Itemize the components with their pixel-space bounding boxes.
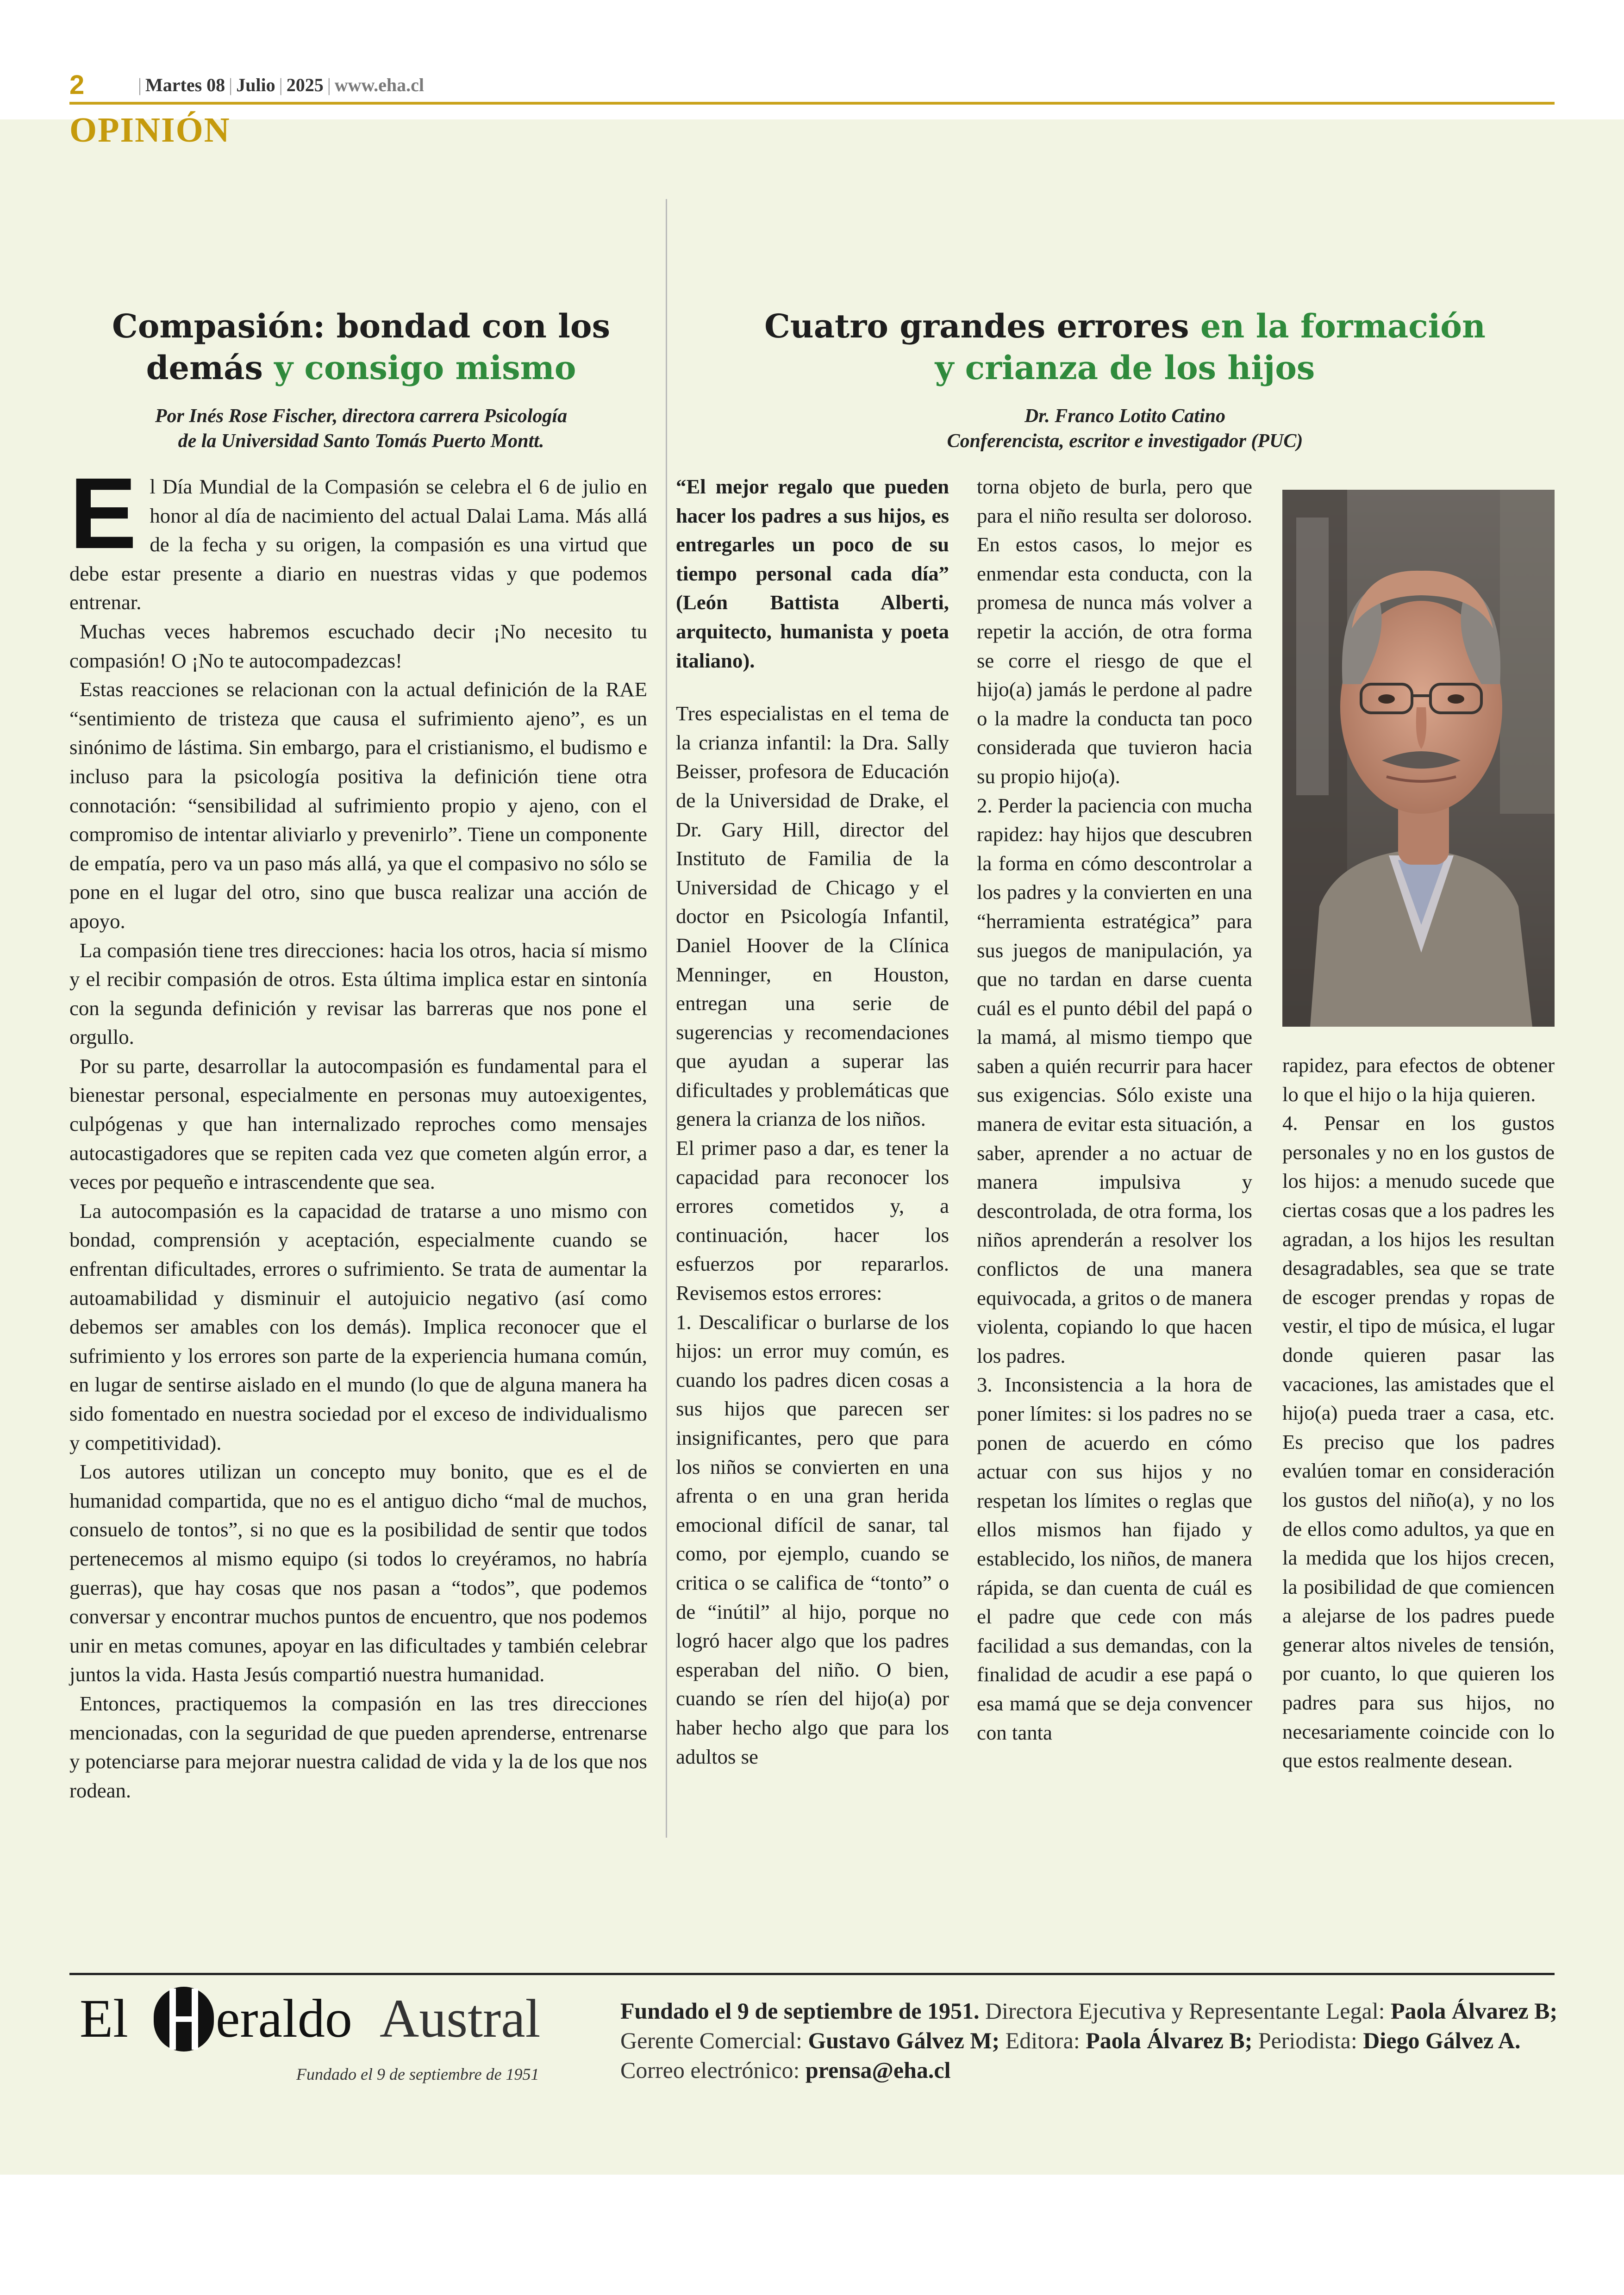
drop-cap: E — [69, 457, 137, 570]
right-article-column-1 — [676, 472, 949, 1771]
email-link[interactable]: prensa@eha.cl — [805, 2057, 951, 2083]
issue-date-bar: | Martes 08 | Julio | 2025 | www.eha.cl — [138, 75, 425, 95]
journalist-role: Periodista: — [1258, 2027, 1357, 2053]
column-divider — [666, 199, 667, 1838]
pull-quote: “El mejor regalo que pueden hacer los padres a sus hijos, es entregarles un poco de su tiempo personal cada día” (León Battista Alberti, arquitecto, humanista y poeta italiano). — [676, 475, 949, 672]
right-title-main: Cuatro grandes errores — [764, 307, 1189, 345]
paragraph: l Día Mundial de la Compasión se celebra el 6 de julio en honor al día de nacimiento del actual Dalai Lama. Más allá de la fecha y su origen, la compasión es una virtud que debe estar presente a diario en nuestras vidas y que podemos entrenar. — [69, 475, 647, 614]
paragraph: Muchas veces habremos escuchado decir ¡No necesito tu compasión! O ¡No te autocompadezcas! — [69, 619, 647, 672]
journalist-name: Diego Gálvez A. — [1363, 2027, 1521, 2053]
paragraph: 3. Inconsistencia a la hora de poner límites: si los padres no se ponen de acuerdo en cómo actuar con sus hijos y no respetan los límites o reglas que ellos mismos han fijado y establecido, los niños, de manera rápida, se dan cuenta de cuál es el padre que cede con más facilidad a sus demandas, con la finalidad de acudir a ese papá o esa mamá que se deja convencer con tanta — [977, 1373, 1252, 1744]
left-article-byline — [83, 404, 639, 454]
email-label: Correo electrónico: — [620, 2057, 800, 2083]
paragraph: La autocompasión es la capacidad de tratarse a uno mismo con bondad, comprensión y aceptación, especialmente cuando se enfrentan dificultades, errores o sufrimiento. Se trata de aumentar la autoamabilidad y disminuir el autojuicio negativo (así como debemos ser amables con los demás). Implica reconocer que el sufrimiento y los errores son parte de la experiencia humana común, en lugar de sentirse aislado en el mundo (lo que de alguna manera ha sido fomentado en nuestra sociedad por el exceso de individualismo y competitividad). — [69, 1199, 647, 1454]
paragraph: 4. Pensar en los gustos personales y no en los gustos de los hijos: a menudo sucede que ciertas cosas que a los padres les agradan, a los hijos les resultan desagradables, sea que se trate de escoger prendas y ropas de vestir, el tipo de música, el lugar donde quieren pasar las vacaciones, las amistades que el hijo(a) pueda traer a casa, etc. Es preciso que los padres evalúen tomar en consideración los gustos del niño(a), y no los de ellos como adultos, ya que en la medida que los hijos crecen, la posibilidad de que comiencen a alejarse de los padres puede generar altos niveles de tensión, por cuanto, lo que quieren los padres para sus hijos, no necesariamente coincide con lo que estos realmente desean. — [1282, 1111, 1555, 1772]
right-title-accent-1: en la formación — [1200, 307, 1486, 345]
manager-name: Gustavo Gálvez M; — [808, 2027, 1000, 2053]
director-role: Directora Ejecutiva y Representante Legal: — [985, 1998, 1385, 2024]
paragraph: Por su parte, desarrollar la autocompasión es fundamental para el bienestar personal, especialmente en personas muy autoexigentes, culpógenas y que han internalizado reproches como mensajes autocastigadores que se repiten cada vez que cometen algún error, a veces por pequeño e intrascendente que sea. — [69, 1054, 647, 1194]
svg-text:El: El — [80, 1988, 128, 2049]
editor-name: Paola Álvarez B; — [1086, 2027, 1253, 2053]
paragraph: Los autores utilizan un concepto muy bonito, que es el de humanidad compartida, que no es el antiguo dicho “mal de muchos, consuelo de tontos”, si no que es la posibilidad de sentir que todos pertenecemos al mismo equipo (si todos lo creyéramos, no habría guerras), que hay cosas que nos pasan a “todos”, que podemos conversar y encontrar muchos puntos de encuentro, que nos podemos unir en metas comunes, apoyar en las dificultades y también celebrar juntos la vida. Hasta Jesús compartió nuestra humanidad. — [69, 1460, 647, 1686]
paragraph: La compasión tiene tres direcciones: hacia los otros, hacia sí mismo y el recibir compasión de otros. Esta última implica estar en sintonía con la segunda definición y revisar las barreras que nos pone el orgullo. — [69, 938, 647, 1049]
left-title-accent: y consigo mismo — [274, 349, 576, 387]
section-title: OPINIÓN — [69, 111, 231, 150]
right-byline-line2: Conferencista, escritor e investigador (PUC) — [947, 430, 1303, 452]
issue-year: 2025 — [286, 75, 324, 95]
el-heraldo-austral-logo — [80, 1982, 598, 2052]
right-article-title — [694, 306, 1555, 389]
paragraph: 2. Perder la paciencia con mucha rapidez: hay hijos que descubren la forma en cómo descontrolar a los padres y la convierten en una “herramienta estratégica” para sus juegos de manipulación, ya que no tardan en darse cuenta cuál es el punto débil del papá o la mamá, al mismo tiempo que saben a quién recurrir para hacer sus exigencias. Sólo existe una manera de evitar esta situación, a saber, aprender a no actuar de manera impulsiva y descontrolada, de otra forma, los niños aprenderán a resolver los conflictos de una manera equivocada, a gritos o de manera violenta, copiando lo que hacen los padres. — [977, 793, 1252, 1367]
logo-tagline: Fundado el 9 de septiembre de 1951 — [296, 2065, 539, 2083]
editor-role: Editora: — [1005, 2027, 1080, 2053]
svg-text:eraldo: eraldo — [216, 1988, 352, 2049]
left-byline-line1: Por Inés Rose Fischer, directora carrera Psicología — [155, 405, 568, 427]
paragraph: Tres especialistas en el tema de la crianza infantil: la Dra. Sally Beisser, profesora de Educación de la Universidad de Drake, el Dr. Gary Hill, director del Instituto de Familia de la Universidad de Chicago y el doctor en Psicología Infantil, Daniel Hoover de la Clínica Menninger, en Houston, entregan una serie de sugerencias y recomendaciones que ayudan a superar las dificultades y problemáticas que genera la crianza de los niños. — [676, 702, 949, 1131]
left-title-main: Compasión: bondad con los demás — [112, 307, 610, 387]
paragraph: Entonces, practiquemos la compasión en las tres direcciones mencionadas, con la seguridad de que pueden aprenderse, entrenarse y potenciarse para mejorar nuestra calidad de vida y la de los que nos rodean. — [69, 1691, 647, 1802]
right-byline-line1: Dr. Franco Lotito Catino — [1024, 405, 1226, 427]
director-name: Paola Álvarez B; — [1390, 1998, 1558, 2024]
masthead-credits — [620, 1996, 1560, 2085]
right-article-column-3 — [1282, 1051, 1555, 1775]
manager-role: Gerente Comercial: — [620, 2027, 802, 2053]
paragraph: El primer paso a dar, es tener la capacidad para reconocer los errores cometidos y, a continuación, hacer los esfuerzos por repararlos. Revisemos estos errores: — [676, 1136, 949, 1305]
paragraph: torna objeto de burla, pero que para el niño resulta ser doloroso. En estos casos, lo mejor es enmendar esta conducta, con la promesa de nunca más volver a repetir la acción, de otra forma se corre el riesgo de que el hijo(a) jamás le perdone al padre o la madre la conducta tan poco considerada que tuvieron hacia su propio hijo(a). — [977, 475, 1252, 788]
right-title-accent-2: y crianza de los hijos — [935, 349, 1315, 387]
founded-text: Fundado el 9 de septiembre de 1951. — [620, 1998, 980, 2024]
footer-rule — [69, 1973, 1555, 1975]
left-article-body — [69, 457, 647, 1805]
website-link[interactable]: www.eha.cl — [334, 75, 425, 95]
svg-text:Austral: Austral — [380, 1988, 541, 2049]
issue-day: Martes 08 — [145, 75, 225, 95]
author-photo — [1282, 490, 1555, 1027]
paragraph: 1. Descalificar o burlarse de los hijos: un error muy común, es cuando los padres dicen cosas a sus hijos que parecen ser insignificantes, pero que para los niños se convierten en una afrenta o en una gran herida emocional difícil de sanar, tal como, por ejemplo, cuando se critica o se califica de “tonto” o de “inútil” al hijo, porque no logró hacer algo que los padres esperaban del niño. O bien, cuando se ríen del hijo(a) por haber hecho algo que para los adultos se — [676, 1310, 949, 1768]
left-byline-line2: de la Universidad Santo Tomás Puerto Montt. — [178, 430, 544, 452]
left-article-title — [83, 306, 639, 389]
issue-month: Julio — [236, 75, 275, 95]
paragraph: rapidez, para efectos de obtener lo que el hijo o la hija quieren. — [1282, 1054, 1555, 1106]
right-article-byline — [694, 404, 1555, 454]
header-rule — [69, 102, 1555, 105]
page-number: 2 — [69, 70, 85, 100]
paragraph: Estas reacciones se relacionan con la actual definición de la RAE “sentimiento de tristeza que causa el sufrimiento ajeno”, es un sinónimo de lástima. Sin embargo, para el cristianismo, el budismo e incluso para la psicología positiva la definición tiene otra connotación: “sensibilidad al sufrimiento propio y ajeno, con el compromiso de intentar aliviarlo y prevenirlo”. Tiene un componente de empatía, pero va un paso más allá, ya que el compasivo no sólo se pone en el lugar del otro, sino que busca realizar una acción de apoyo. — [69, 678, 647, 933]
right-article-column-2 — [977, 472, 1252, 1747]
